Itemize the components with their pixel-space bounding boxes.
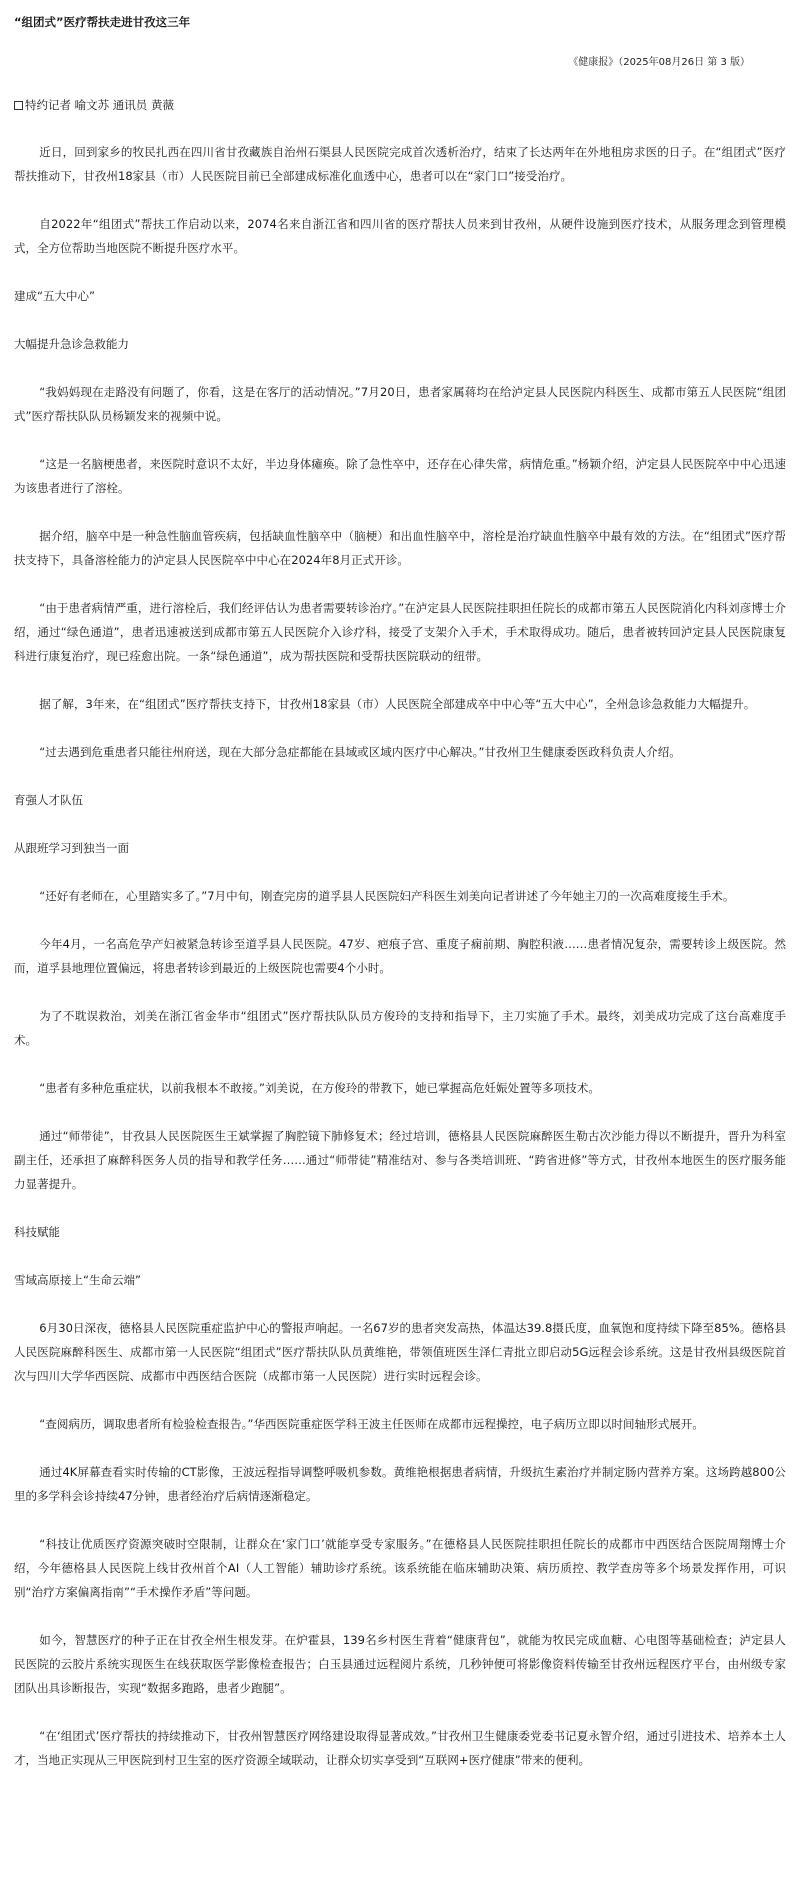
body-paragraph: 据了解，3年来，在“组团式”医疗帮扶支持下，甘孜州18家县（市）人民医院全部建成卒中中心等“五大中心”，全州急诊急救能力大幅提升。: [39, 697, 756, 711]
body-paragraph: “查阅病历，调取患者所有检验检查报告。”华西医院重症医学科王波主任医师在成都市远程操控，电子病历立即以时间轴形式展开。: [39, 1417, 704, 1431]
section-heading: 科技赋能: [14, 1225, 60, 1239]
body-paragraph: 今年4月，一名高危孕产妇被紧急转诊至道孚县人民医院。47岁、疤痕子宫、重度子痫前期、胸腔积液……患者情况复杂，需要转诊上级医院。然而，道孚县地理位置偏远，将患者转诊到最近的上级医院也需要4个小时。: [14, 937, 786, 975]
body-paragraph: “在‘组团式’医疗帮扶的持续推动下，甘孜州智慧医疗网络建设取得显著成效。”甘孜州卫生健康委党委书记夏永智介绍，通过引进技术、培养本土人才，当地正实现从三甲医院到村卫生室的医疗资源全域联动，让群众切实享受到“互联网+医疗健康”带来的便利。: [14, 1729, 786, 1767]
body-paragraph: “患者有多种危重症状，以前我根本不敢接。”刘美说，在方俊玲的带教下，她已掌握高危妊娠处置等多项技术。: [39, 1081, 600, 1095]
body-paragraph: 自2022年“组团式”帮扶工作启动以来，2074名来自浙江省和四川省的医疗帮扶人员来到甘孜州，从硬件设施到医疗技术，从服务理念到管理模式，全方位帮助当地医院不断提升医疗水平。: [14, 217, 786, 255]
body-paragraph: “由于患者病情严重，进行溶栓后，我们经评估认为患者需要转诊治疗。”在泸定县人民医院挂职担任院长的成都市第五人民医院消化内科刘彦博士介绍，通过“绿色通道”，患者迅速被送到成都市第五人民医院介入诊疗科，接受了支架介入手术，手术取得成功。随后，患者被转回泸定县人民医院康复科进行康复治疗，现已痊愈出院。一条“绿色通道”，成为帮扶医院和受帮扶医院联动的纽带。: [14, 601, 786, 663]
section-heading: 从跟班学习到独当一面: [14, 841, 129, 855]
article-source: 《健康报》（2025年08月26日 第 3 版）: [568, 57, 750, 68]
article-byline: [14, 97, 786, 113]
body-paragraph: “过去遇到危重患者只能往州府送，现在大部分急症都能在县域或区域内医疗中心解决。”甘孜州卫生健康委医政科负责人介绍。: [39, 745, 681, 759]
section-heading: 育强人才队伍: [14, 793, 83, 807]
section-heading: 大幅提升急诊急救能力: [14, 337, 129, 351]
body-paragraph: “我妈妈现在走路没有问题了，你看，这是在客厅的活动情况。”7月20日，患者家属蒋均在给泸定县人民医院内科医生、成都市第五人民医院“组团式”医疗帮扶队队员杨颖发来的视频中说。: [14, 385, 786, 423]
byline-text: 特约记者 喻文苏 通讯员 黄薇: [25, 98, 174, 112]
body-paragraph: “科技让优质医疗资源突破时空限制，让群众在‘家门口’就能享受专家服务。”在德格县人民医院挂职担任院长的成都市中西医结合医院周翔博士介绍，今年德格县人民医院上线甘孜州首个AI（人工智能）辅助诊疗系统。该系统能在临床辅助决策、病历质控、教学查房等多个场景发挥作用，可识别“治疗方案偏离指南”“手术操作矛盾”等问题。: [14, 1537, 786, 1599]
body-paragraph: 通过“师带徒”，甘孜县人民医院医生王斌掌握了胸腔镜下肺修复术；经过培训，德格县人民医院麻醉医生勒古次沙能力得以不断提升，晋升为科室副主任，还承担了麻醉科医务人员的指导和教学任务……通过“师带徒”精准结对、参与各类培训班、“跨省进修”等方式，甘孜州本地医生的医疗服务能力显著提升。: [14, 1129, 786, 1191]
body-paragraph: 据介绍，脑卒中是一种急性脑血管疾病，包括缺血性脑卒中（脑梗）和出血性脑卒中，溶栓是治疗缺血性脑卒中最有效的方法。在“组团式”医疗帮扶支持下，具备溶栓能力的泸定县人民医院卒中中心在2024年8月正式开诊。: [14, 529, 786, 567]
article-title: “组团式”医疗帮扶走进甘孜这三年: [14, 15, 191, 29]
body-paragraph: “这是一名脑梗患者，来医院时意识不太好，半边身体瘫痪。除了急性卒中，还存在心律失常，病情危重。”杨颖介绍，泸定县人民医院卒中中心迅速为该患者进行了溶栓。: [14, 457, 786, 495]
checkbox-square-icon: [14, 101, 23, 110]
article-body: [14, 140, 786, 1772]
body-paragraph: 为了不耽误救治，刘美在浙江省金华市“组团式”医疗帮扶队队员方俊玲的支持和指导下，主刀实施了手术。最终，刘美成功完成了这台高难度手术。: [14, 1009, 786, 1047]
body-paragraph: 6月30日深夜，德格县人民医院重症监护中心的警报声响起。一名67岁的患者突发高热，体温达39.8摄氏度，血氧饱和度持续下降至85%。德格县人民医院麻醉科医生、成都市第一人民医院“组团式”医疗帮扶队队员黄维艳，带领值班医生泽仁青批立即启动5G远程会诊系统。这是甘孜州县级医院首次与四川大学华西医院、成都市中西医结合医院（成都市第一人民医院）进行实时远程会诊。: [14, 1321, 786, 1383]
body-paragraph: 近日，回到家乡的牧民扎西在四川省甘孜藏族自治州石渠县人民医院完成首次透析治疗，结束了长达两年在外地租房求医的日子。在“组团式”医疗帮扶推动下，甘孜州18家县（市）人民医院目前已全部建成标准化血透中心，患者可以在“家门口”接受治疗。: [14, 145, 786, 183]
body-paragraph: “还好有老师在，心里踏实多了。”7月中旬，刚查完房的道孚县人民医院妇产科医生刘美向记者讲述了今年她主刀的一次高难度接生手术。: [39, 889, 735, 903]
body-paragraph: 如今，智慧医疗的种子正在甘孜全州生根发芽。在炉霍县，139名乡村医生背着“健康背包”，就能为牧民完成血糖、心电图等基础检查；泸定县人民医院的云胶片系统实现医生在线获取医学影像检查报告；白玉县通过远程阅片系统，几秒钟便可将影像资料传输至甘孜州远程医疗平台，由州级专家团队出具诊断报告，实现“数据多跑路，患者少跑腿”。: [14, 1633, 786, 1695]
body-paragraph: 通过4K屏幕查看实时传输的CT影像，王波远程指导调整呼吸机参数。黄维艳根据患者病情，升级抗生素治疗并制定肠内营养方案。这场跨越800公里的多学科会诊持续47分钟，患者经治疗后病情逐渐稳定。: [14, 1465, 786, 1503]
section-heading: 雪域高原接上“生命云端”: [14, 1273, 141, 1287]
section-heading: 建成“五大中心”: [14, 289, 95, 303]
